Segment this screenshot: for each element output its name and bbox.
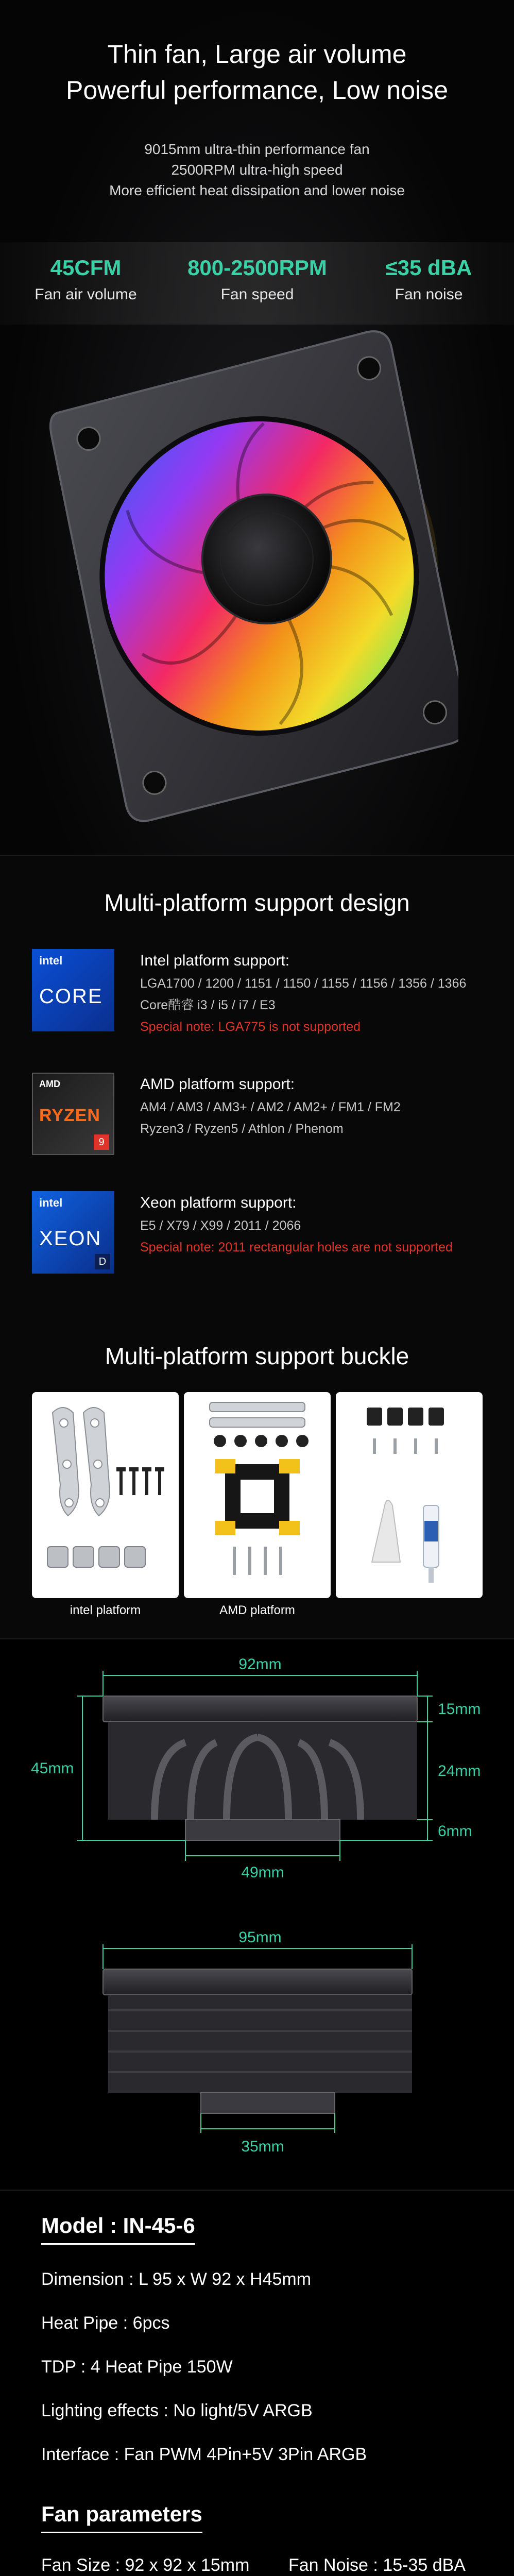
stat-label: Fan noise: [395, 286, 463, 303]
platform-line: Core酷睿 i3 / i5 / i7 / E3: [140, 998, 276, 1012]
platform-head: AMD platform support:: [140, 1076, 295, 1093]
amd-buckle-label: AMD platform: [219, 1603, 295, 1617]
platform-head: Xeon platform support:: [140, 1194, 297, 1211]
cooler-front-view: [103, 1696, 417, 1840]
spec-tdp: TDP : 4 Heat Pipe 150W: [41, 2357, 233, 2377]
dim-45: 45mm: [31, 1760, 74, 1777]
rgb-fan-image: [46, 319, 458, 835]
xeon-platform-text: [140, 1191, 501, 1258]
logo-brand: intel: [39, 954, 63, 967]
dim-35: 35mm: [241, 2138, 284, 2155]
stat-label: Fan air volume: [35, 286, 137, 303]
hero-sub-line-1: 9015mm ultra-thin performance fan: [144, 141, 370, 157]
stat-value: ≤35 dBA: [385, 256, 472, 280]
stat-value: 800-2500RPM: [187, 256, 327, 280]
fan-parameters-heading: Fan parameters: [41, 2500, 202, 2533]
intel-platform-row: [32, 949, 485, 1037]
dim-15: 15mm: [438, 1701, 481, 1718]
fan-size: Fan Size : 92 x 92 x 15mm: [41, 2555, 250, 2575]
stat-value: 45CFM: [50, 256, 122, 280]
stat-label: Fan speed: [220, 286, 294, 303]
intel-platform-text: [140, 949, 501, 1038]
platform-head: Intel platform support:: [140, 952, 290, 969]
platform-title: Multi-platform support design: [104, 889, 410, 916]
amd-platform-row: [32, 1073, 485, 1160]
intel-core-logo: [32, 949, 114, 1031]
xeon-platform-row: [32, 1191, 485, 1279]
platform-note: Special note: 2011 rectangular holes are not supported: [140, 1240, 453, 1255]
spec-dimension: Dimension : L 95 x W 92 x H45mm: [41, 2269, 312, 2289]
logo-brand: AMD: [39, 1079, 60, 1089]
logo-badge: 9: [94, 1134, 109, 1150]
platform-line: Ryzen3 / Ryzen5 / Athlon / Phenom: [140, 1122, 344, 1136]
logo-text: XEON: [39, 1227, 102, 1250]
platform-line: LGA1700 / 1200 / 1151 / 1150 / 1155 / 1156 / 1356 / 1366: [140, 976, 467, 991]
stat-fan-speed: [172, 252, 343, 306]
fan-hero-section: [0, 0, 514, 855]
dim-6: 6mm: [438, 1823, 472, 1840]
fan-noise: Fan Noise : 15-35 dBA: [288, 2555, 466, 2575]
dim-24: 24mm: [438, 1762, 481, 1780]
intel-xeon-logo: [32, 1191, 114, 1274]
logo-brand: intel: [39, 1196, 63, 1209]
buckle-title: Multi-platform support buckle: [105, 1343, 409, 1369]
accessories-image: [336, 1392, 483, 1598]
spec-lighting: Lighting effects : No light/5V ARGB: [41, 2401, 313, 2420]
amd-ryzen-logo: [32, 1073, 114, 1155]
intel-buckle-label: intel platform: [70, 1603, 141, 1617]
intel-bracket-image: [32, 1392, 179, 1598]
logo-badge: D: [95, 1254, 110, 1269]
hero-title-line-1: Thin fan, Large air volume: [107, 40, 407, 69]
logo-text: CORE: [39, 985, 103, 1008]
stat-air-volume: [0, 252, 172, 306]
specs-section: [0, 2190, 514, 2576]
platform-line: E5 / X79 / X99 / 2011 / 2066: [140, 1218, 301, 1233]
dim-92: 92mm: [238, 1656, 282, 1673]
hero-subtitle: [0, 139, 514, 201]
platform-section: [0, 855, 514, 1638]
hero-sub-line-3: More efficient heat dissipation and lower noise: [109, 182, 405, 198]
amd-platform-text: [140, 1073, 501, 1140]
hero-sub-line-2: 2500RPM ultra-high speed: [171, 162, 343, 178]
dimensions-section: [0, 1638, 514, 2190]
amd-buckle-card: [184, 1392, 331, 1598]
intel-buckle-card: [32, 1392, 179, 1598]
amd-bracket-image: [184, 1392, 331, 1598]
platform-line: AM4 / AM3 / AM3+ / AM2 / AM2+ / FM1 / FM2: [140, 1100, 401, 1114]
model-heading: Model : IN-45-6: [41, 2211, 195, 2245]
hero-title: [0, 36, 514, 108]
hero-title-line-2: Powerful performance, Low noise: [65, 76, 449, 105]
spec-interface: Interface : Fan PWM 4Pin+5V 3Pin ARGB: [41, 2445, 367, 2464]
logo-text: RYZEN: [39, 1106, 100, 1125]
stats-bar: [0, 242, 514, 325]
accessories-card: [336, 1392, 483, 1598]
stat-fan-noise: [343, 252, 514, 306]
cooler-side-view: [103, 1969, 412, 2113]
platform-note: Special note: LGA775 is not supported: [140, 1020, 361, 1034]
dim-49: 49mm: [241, 1864, 284, 1881]
spec-heat-pipe: Heat Pipe : 6pcs: [41, 2313, 170, 2333]
dim-95: 95mm: [238, 1929, 282, 1946]
dimension-drawing: [0, 1639, 514, 2190]
